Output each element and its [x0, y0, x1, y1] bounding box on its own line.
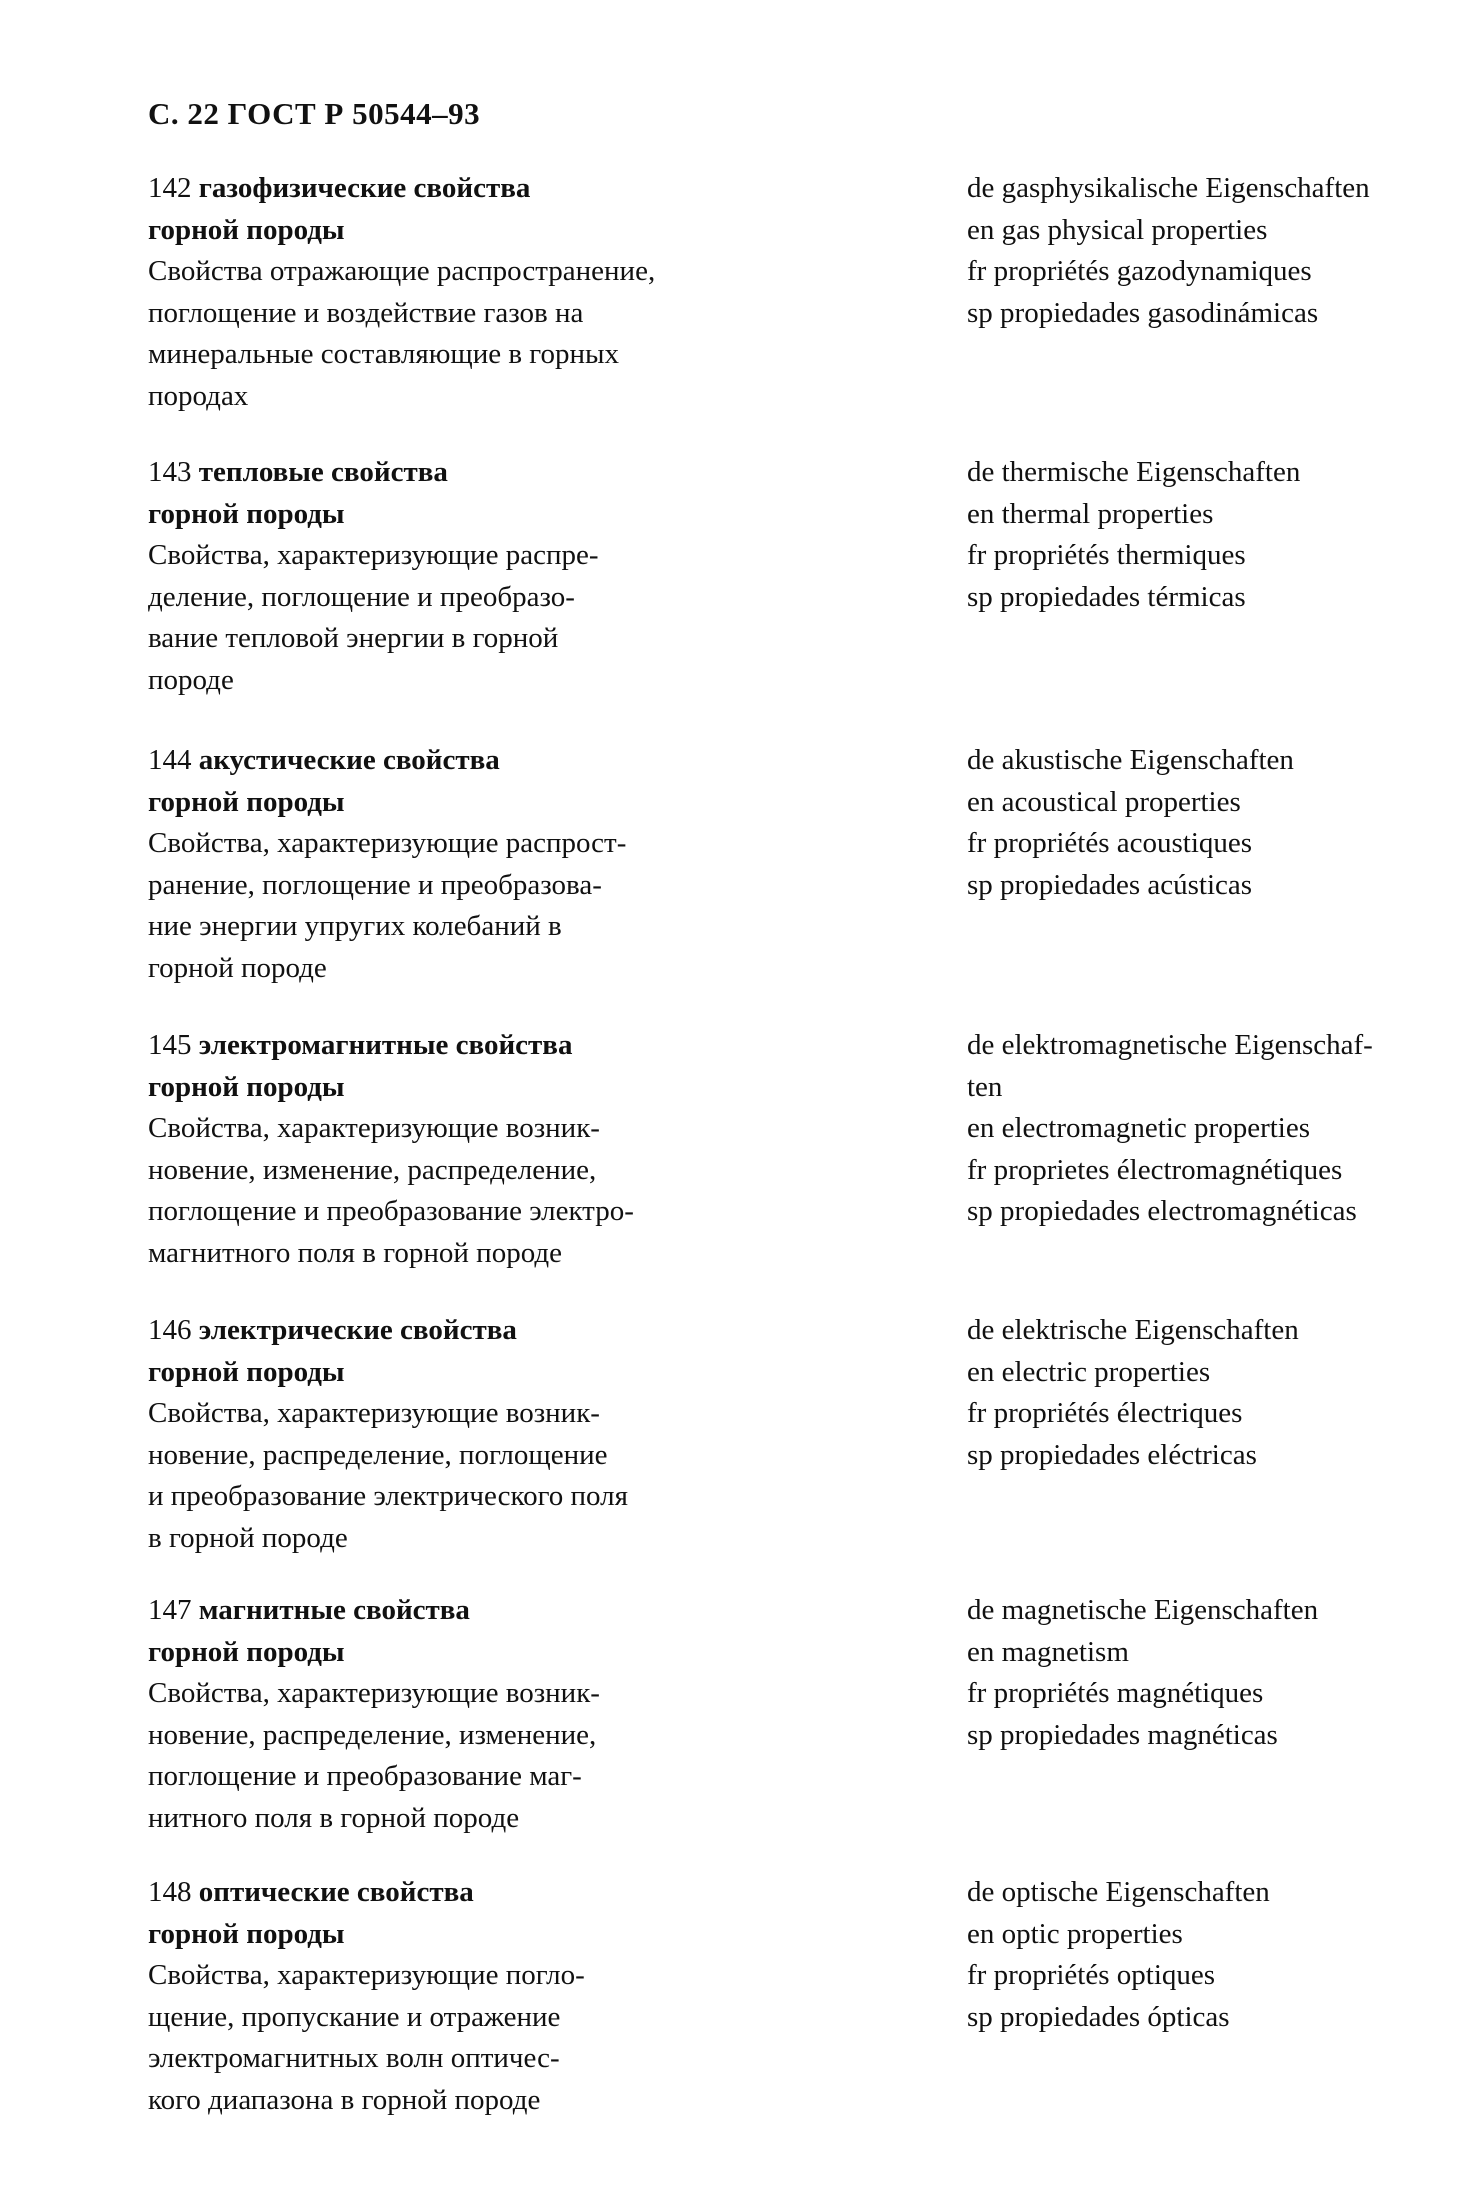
translation-line: de akustische Eigenschaften — [967, 744, 1294, 776]
definition-line: в горной породе — [148, 1521, 348, 1554]
term-number: 145 — [148, 1029, 192, 1061]
term-russian-block — [148, 168, 828, 417]
translation-line: de thermische Eigenschaften — [967, 456, 1301, 488]
translation-line: en gas physical properties — [967, 213, 1268, 246]
definition-line: Свойства, характеризующие распре- — [148, 539, 599, 571]
definition-line: щение, пропускание и отражение — [148, 2000, 561, 2033]
term-name-continued: горной породы — [148, 1917, 345, 1950]
translation-line: en acoustical properties — [967, 785, 1241, 818]
translation-line: sp propiedades térmicas — [967, 580, 1246, 613]
definition-line: Свойства, характеризующие возник- — [148, 1112, 600, 1144]
term-name: оптические свойства — [198, 1876, 474, 1908]
definition-line: породе — [148, 663, 234, 696]
translation-line: sp propiedades eléctricas — [967, 1438, 1257, 1471]
definition-line: нитного поля в горной породе — [148, 1801, 520, 1834]
translation-line: en magnetism — [967, 1635, 1129, 1668]
term-russian-block — [148, 1590, 828, 1839]
term-number: 146 — [148, 1314, 192, 1346]
term-name: электрические свойства — [198, 1314, 517, 1346]
term-russian-block — [148, 740, 828, 989]
definition-line: поглощение и преобразование электро- — [148, 1195, 634, 1227]
term-number: 143 — [148, 456, 192, 488]
translation-line: sp propiedades gasodinámicas — [967, 296, 1319, 329]
definition-line: кого диапазона в горной породе — [148, 2083, 541, 2116]
term-heading — [148, 740, 828, 782]
definition-line: электромагнитных волн оптичес- — [148, 2042, 560, 2074]
translation-line: de elektrische Eigenschaften — [967, 1314, 1299, 1346]
term-heading — [148, 1590, 828, 1632]
term-name-continued: горной породы — [148, 497, 345, 530]
term-heading — [148, 1025, 828, 1067]
definition-line: Свойства, характеризующие погло- — [148, 1959, 585, 1991]
translation-line: fr proprietes électromagnétiques — [967, 1153, 1343, 1186]
translation-line: sp propiedades electromagnéticas — [967, 1195, 1357, 1227]
definition-line: поглощение и воздействие газов на — [148, 296, 584, 329]
definition-line: минеральные составляющие в горных — [148, 338, 619, 370]
term-russian-block — [148, 1025, 828, 1274]
definition-line: ранение, поглощение и преобразова- — [148, 868, 602, 901]
term-number: 147 — [148, 1594, 192, 1626]
term-name-continued: горной породы — [148, 213, 345, 246]
translation-line: ten — [967, 1070, 1003, 1103]
term-name-continued: горной породы — [148, 1355, 345, 1388]
translation-line: en electric properties — [967, 1355, 1211, 1388]
translation-line: en thermal properties — [967, 497, 1214, 530]
term-number: 148 — [148, 1876, 192, 1908]
term-russian-block — [148, 1872, 828, 2121]
term-translations-block — [967, 740, 1467, 906]
definition-line: Свойства, характеризующие возник- — [148, 1677, 600, 1709]
definition-line: новение, распределение, поглощение — [148, 1438, 608, 1471]
term-number: 142 — [148, 172, 192, 204]
translation-line: de elektromagnetische Eigenschaf- — [967, 1029, 1373, 1061]
term-name: магнитные свойства — [198, 1594, 470, 1626]
term-name-continued: горной породы — [148, 1635, 345, 1668]
definition-line: вание тепловой энергии в горной — [148, 622, 559, 654]
term-number: 144 — [148, 744, 192, 776]
translation-line: fr propriétés optiques — [967, 1959, 1216, 1991]
translation-line: fr propriétés magnétiques — [967, 1677, 1264, 1709]
term-translations-block — [967, 1590, 1467, 1756]
term-translations-block — [967, 1872, 1467, 2038]
translation-line: en electromagnetic properties — [967, 1112, 1311, 1144]
translation-line: fr propriétés thermiques — [967, 539, 1246, 571]
term-name-continued: горной породы — [148, 1070, 345, 1103]
translation-line: sp propiedades ópticas — [967, 2000, 1230, 2033]
translation-line: en optic properties — [967, 1917, 1183, 1950]
definition-line: Свойства, характеризующие возник- — [148, 1397, 600, 1429]
term-translations-block — [967, 452, 1467, 618]
term-translations-block — [967, 1310, 1467, 1476]
term-translations-block — [967, 1025, 1467, 1233]
term-name: акустические свойства — [198, 744, 500, 776]
page-header: С. 22 ГОСТ Р 50544–93 — [148, 96, 481, 131]
term-name-continued: горной породы — [148, 785, 345, 818]
definition-line: породах — [148, 379, 249, 412]
term-russian-block — [148, 452, 828, 701]
translation-line: de optische Eigenschaften — [967, 1876, 1270, 1908]
translation-line: de magnetische Eigenschaften — [967, 1594, 1319, 1626]
translation-line: fr propriétés gazodynamiques — [967, 255, 1312, 287]
translation-line: sp propiedades magnéticas — [967, 1718, 1278, 1751]
term-translations-block — [967, 168, 1467, 334]
term-heading — [148, 1872, 828, 1914]
translation-line: fr propriétés électriques — [967, 1397, 1243, 1429]
term-russian-block — [148, 1310, 828, 1559]
translation-line: sp propiedades acústicas — [967, 868, 1253, 901]
term-name: газофизические свойства — [198, 172, 531, 204]
definition-line: магнитного поля в горной породе — [148, 1236, 562, 1269]
definition-line: горной породе — [148, 951, 327, 984]
translation-line: fr propriétés acoustiques — [967, 827, 1253, 859]
term-heading — [148, 1310, 828, 1352]
term-name: тепловые свойства — [198, 456, 448, 488]
definition-line: Свойства отражающие распространение, — [148, 255, 656, 287]
term-name: электромагнитные свойства — [198, 1029, 573, 1061]
term-heading — [148, 452, 828, 494]
definition-line: Свойства, характеризующие распрост- — [148, 827, 627, 859]
definition-line: новение, распределение, изменение, — [148, 1718, 597, 1751]
term-heading — [148, 168, 828, 210]
definition-line: новение, изменение, распределение, — [148, 1153, 597, 1186]
definition-line: и преобразование электрического поля — [148, 1480, 628, 1512]
definition-line: ние энергии упругих колебаний в — [148, 910, 562, 942]
definition-line: деление, поглощение и преобразо- — [148, 580, 575, 613]
definition-line: поглощение и преобразование маг- — [148, 1760, 582, 1792]
translation-line: de gasphysikalische Eigenschaften — [967, 172, 1370, 204]
